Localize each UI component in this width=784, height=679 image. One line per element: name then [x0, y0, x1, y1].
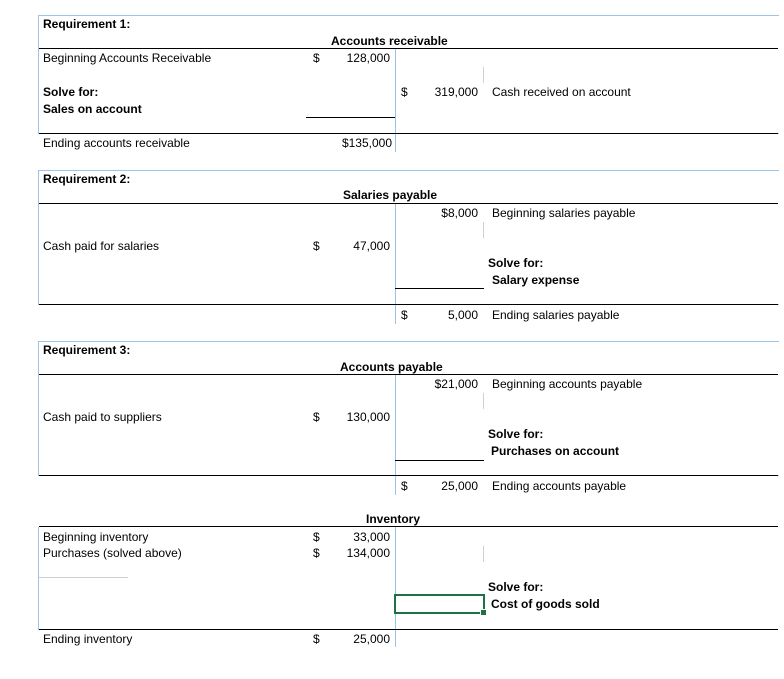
- inventory-begin-dollar: $: [313, 530, 320, 544]
- req3-end-label: Ending accounts payable: [492, 479, 627, 493]
- inventory-selected-cell[interactable]: [394, 594, 485, 614]
- req2-begin-value: $8,000: [441, 206, 478, 220]
- req3-solve-for: Solve for:: [488, 427, 544, 441]
- req3-account-title: Accounts payable: [340, 360, 443, 374]
- req2-debit-dollar: $: [313, 239, 320, 253]
- req1-debit-total-line: [306, 117, 395, 118]
- req1-begin-value: 128,000: [346, 51, 390, 65]
- req1-solve-item: Sales on account: [43, 102, 142, 116]
- inventory-purchases-dollar: $: [313, 546, 320, 560]
- req1-begin-label: Beginning Accounts Receivable: [43, 51, 212, 65]
- req2-end-label: Ending salaries payable: [492, 308, 620, 322]
- inventory-solve-for: Solve for:: [488, 580, 544, 594]
- req1-t-account-top-line: [39, 48, 778, 49]
- inventory-begin-label: Beginning inventory: [43, 530, 149, 544]
- req2-title: Requirement 2:: [43, 172, 131, 186]
- req1-end-label: Ending accounts receivable: [43, 136, 190, 150]
- req2-begin-label: Beginning salaries payable: [492, 206, 636, 220]
- req3-title: Requirement 3:: [43, 343, 131, 357]
- req2-credit-total-line: [395, 288, 484, 289]
- req3-begin-label: Beginning accounts payable: [492, 377, 643, 391]
- inventory-bottom-line: [39, 629, 778, 630]
- req2-debit-label: Cash paid for salaries: [43, 239, 160, 253]
- req1-credit-dollar: $: [401, 85, 408, 99]
- req3-debit-dollar: $: [313, 410, 320, 424]
- req1-t-account-divider: [395, 49, 396, 152]
- req2-t-account-top-line: [39, 203, 778, 204]
- inventory-subtotal-line: [39, 577, 128, 578]
- req1-section-box: [38, 15, 779, 134]
- req2-end-value: 5,000: [447, 308, 478, 322]
- req2-bottom-line: [39, 304, 778, 305]
- req1-account-title: Accounts receivable: [331, 34, 448, 48]
- req3-credit-total-line: [395, 460, 484, 461]
- inventory-account-title: Inventory: [366, 512, 421, 526]
- inventory-purchases-value: 134,000: [346, 546, 390, 560]
- req3-solve-item: Purchases on account: [491, 444, 620, 458]
- req2-debit-value: 47,000: [353, 239, 390, 253]
- inventory-end-dollar: $: [313, 632, 320, 646]
- req3-tick: [483, 393, 484, 409]
- req1-end-value: $135,000: [341, 136, 392, 150]
- inventory-tick: [483, 546, 484, 562]
- inventory-t-account-top-line: [39, 526, 778, 527]
- req1-credit-value: 319,000: [434, 85, 478, 99]
- req2-solve-for: Solve for:: [488, 256, 544, 270]
- inventory-end-label: Ending inventory: [43, 632, 133, 646]
- req3-debit-value: 130,000: [346, 410, 390, 424]
- req3-bottom-line: [39, 475, 778, 476]
- req2-account-title: Salaries payable: [343, 188, 438, 202]
- inventory-begin-value: 33,000: [353, 530, 390, 544]
- req2-tick: [483, 222, 484, 238]
- req1-begin-dollar: $: [313, 51, 320, 65]
- req1-title: Requirement 1:: [43, 17, 131, 31]
- inventory-end-value: 25,000: [353, 632, 390, 646]
- req3-end-value: 25,000: [441, 479, 478, 493]
- req3-begin-value: $21,000: [434, 377, 478, 391]
- req1-solve-for: Solve for:: [43, 85, 99, 99]
- inventory-purchases-label: Purchases (solved above): [43, 546, 182, 560]
- req2-t-account-divider: [395, 204, 396, 324]
- req3-end-dollar: $: [401, 479, 408, 493]
- inventory-solve-item: Cost of goods sold: [491, 597, 600, 611]
- req1-tick: [483, 67, 484, 83]
- req1-bottom-line: [39, 133, 778, 134]
- req1-credit-label: Cash received on account: [492, 85, 631, 99]
- req3-debit-label: Cash paid to suppliers: [43, 410, 162, 424]
- req3-t-account-divider: [395, 375, 396, 495]
- req2-end-dollar: $: [401, 308, 408, 322]
- req3-t-account-top-line: [39, 374, 778, 375]
- req2-solve-item: Salary expense: [492, 273, 580, 287]
- inventory-left-border: [38, 527, 39, 630]
